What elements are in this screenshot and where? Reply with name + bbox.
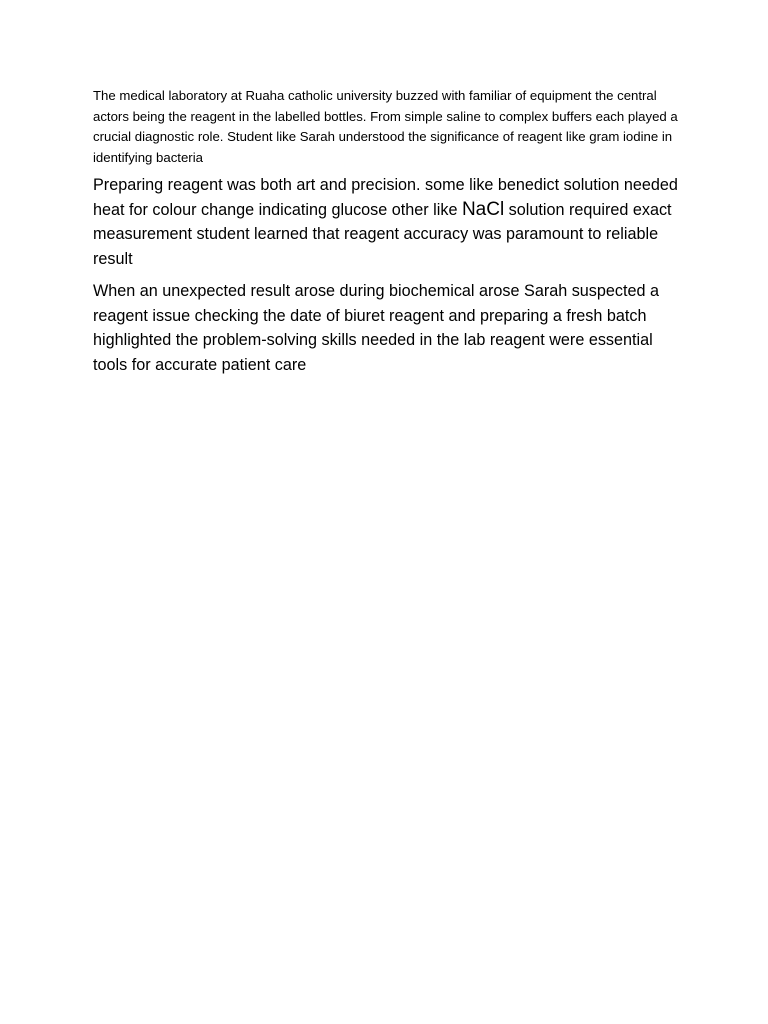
document-body (93, 86, 678, 385)
paragraph-reagent-preparation-text-end: solution required exact measurement student learned that reagent accuracy was paramount to reliable result (93, 200, 672, 268)
paragraph-intro: The medical laboratory at Ruaha catholic university buzzed with familiar of equipment the central actors being the reagent in the labelled bottles. From simple saline to complex buffers each played a crucial diagnostic role. Student like Sarah understood the significance of reagent like gram iodine in identifying bacteria (93, 88, 678, 165)
paragraph-reagent-preparation (93, 173, 678, 271)
nacl-term: NaCl (461, 198, 505, 220)
paragraph-reagent-preparation-text-start: Preparing reagent was both art and precision. some like benedict solution needed heat for colour change indicating glucose other like (93, 176, 678, 219)
paragraph-unexpected-result: When an unexpected result arose during biochemical arose Sarah suspected a reagent issue checking the date of biuret reagent and preparing a fresh batch highlighted the problem-solving skills needed in the lab reagent were essential tools for accurate patient care (93, 282, 660, 374)
